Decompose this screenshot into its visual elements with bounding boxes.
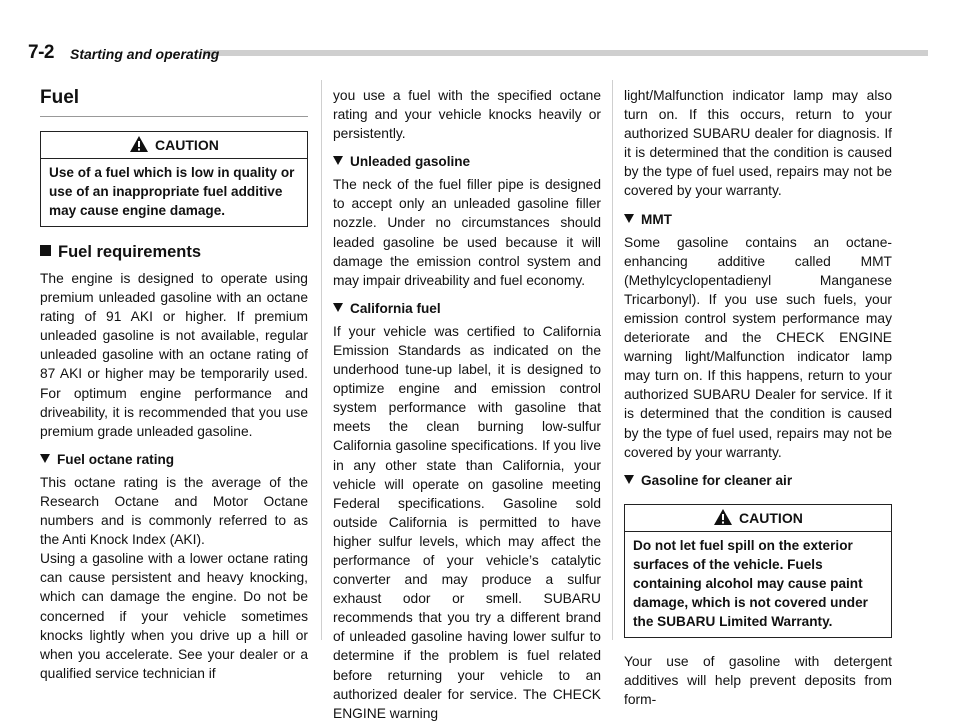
column-divider xyxy=(321,80,322,640)
section-title: Fuel xyxy=(40,86,308,117)
column-divider xyxy=(612,80,613,640)
paragraph: Using a gasoline with a lower octane rating can cause persistent and heavy knocking, which can damage the engine. Do not be concerned if your vehicle sometimes knocks lightly when you drive up a hill or when you accelerate. See your dealer or a qualified service technician if xyxy=(40,551,308,681)
square-bullet-icon xyxy=(40,245,51,256)
caution-box xyxy=(40,131,308,227)
caution-label: CAUTION xyxy=(739,509,803,526)
minor-heading xyxy=(333,300,601,318)
header-rule xyxy=(203,50,928,56)
triangle-bullet-icon xyxy=(624,475,634,484)
minor-heading xyxy=(624,472,892,490)
paragraph: you use a fuel with the specified octane rating and your vehicle knocks heavily or persistently. xyxy=(333,88,601,142)
subsection-heading-text: Fuel requirements xyxy=(58,243,202,261)
page-number: 7-2 xyxy=(28,42,54,63)
paragraph: This octane rating is the average of the Research Octane and Motor Octane numbers and is commonly referred to as the Anti Knock Index (AKI). xyxy=(40,474,308,548)
minor-heading-text: Gasoline for cleaner air xyxy=(641,472,793,488)
column-3 xyxy=(624,86,892,713)
minor-heading-text: Unleaded gasoline xyxy=(350,154,471,170)
triangle-bullet-icon xyxy=(40,454,50,463)
warning-icon xyxy=(129,135,149,153)
caution-header xyxy=(625,505,891,532)
warning-icon xyxy=(713,508,733,526)
triangle-bullet-icon xyxy=(333,156,343,165)
minor-heading xyxy=(333,153,601,171)
minor-heading xyxy=(40,451,308,469)
minor-heading-text: Fuel octane rating xyxy=(57,451,175,467)
triangle-bullet-icon xyxy=(333,303,343,312)
caution-text: Do not let fuel spill on the exterior surfaces of the vehicle. Fuels containing alcohol may cause paint damage, which is not covered under the SUBARU Limited Warranty. xyxy=(633,537,868,629)
caution-box xyxy=(624,504,892,638)
paragraph: Your use of gasoline with detergent additives will help prevent deposits from form- xyxy=(624,653,892,707)
minor-heading-text: MMT xyxy=(641,211,672,227)
minor-heading-text: California fuel xyxy=(350,300,441,316)
paragraph: light/Malfunction indicator lamp may also turn on. If this occurs, return to your authorized SUBARU dealer for diagnosis. If it is determined that the condition is caused by the type of fuel used, repairs may not be covered by your warranty. xyxy=(624,88,892,199)
column-2 xyxy=(333,86,601,727)
triangle-bullet-icon xyxy=(624,214,634,223)
section-name: Starting and operating xyxy=(70,46,220,62)
paragraph: The engine is designed to operate using premium unleaded gasoline with an octane rating of 91 AKI or higher. If premium unleaded gasoline is not available, regular unleaded gasoline with an octane rating of 87 AKI or higher may be temporarily used. For optimum engine performance and driveability, it is recommended that you use premium grade unleaded gasoline. xyxy=(40,271,308,439)
caution-label: CAUTION xyxy=(155,137,219,153)
caution-text: Use of a fuel which is low in quality or use of an inappropriate fuel additive may cause engine damage. xyxy=(49,165,295,218)
caution-header xyxy=(41,132,307,159)
paragraph: Some gasoline contains an octane-enhancing additive called MMT (Methylcyclopentadienyl Manganese Tricarbonyl). If you use such fuels, your emission control system performance may deteriorate and the CHECK ENGINE warning light/Malfunction indicator lamp may turn on. If this happens, return to your authorized SUBARU Dealer for service. If it is determined that the condition is caused by the type of fuel used, repairs may not be covered by your warranty. xyxy=(624,234,892,460)
column-1 xyxy=(40,86,308,687)
subsection-heading xyxy=(40,241,308,263)
paragraph: If your vehicle was certified to California Emission Standards as indicated on the underhood tune-up label, it is designed to optimize engine and emission control system performance with gasoline that meets the clean burning low-sulfur California gasoline specifications. If you live in any other state than California, your vehicle will operate on gasoline meeting Federal specifications. Gasoline sold outside California is permitted to have higher sulfur levels, which may affect the performance of your vehicle’s catalytic converter and may produce a sulfur exhaust odor or smell. SUBARU recommends that you try a different brand of unleaded gasoline having lower sulfur to determine if the problem is fuel related before returning your vehicle to an authorized dealer for service. The CHECK ENGINE warning xyxy=(333,323,601,721)
page-header xyxy=(28,40,928,64)
minor-heading xyxy=(624,211,892,229)
paragraph: The neck of the fuel filler pipe is designed to accept only an unleaded gasoline filler nozzle. Under no circumstances should leaded gasoline be used because it will damage the emission control system and may impair driveability and fuel economy. xyxy=(333,177,601,288)
